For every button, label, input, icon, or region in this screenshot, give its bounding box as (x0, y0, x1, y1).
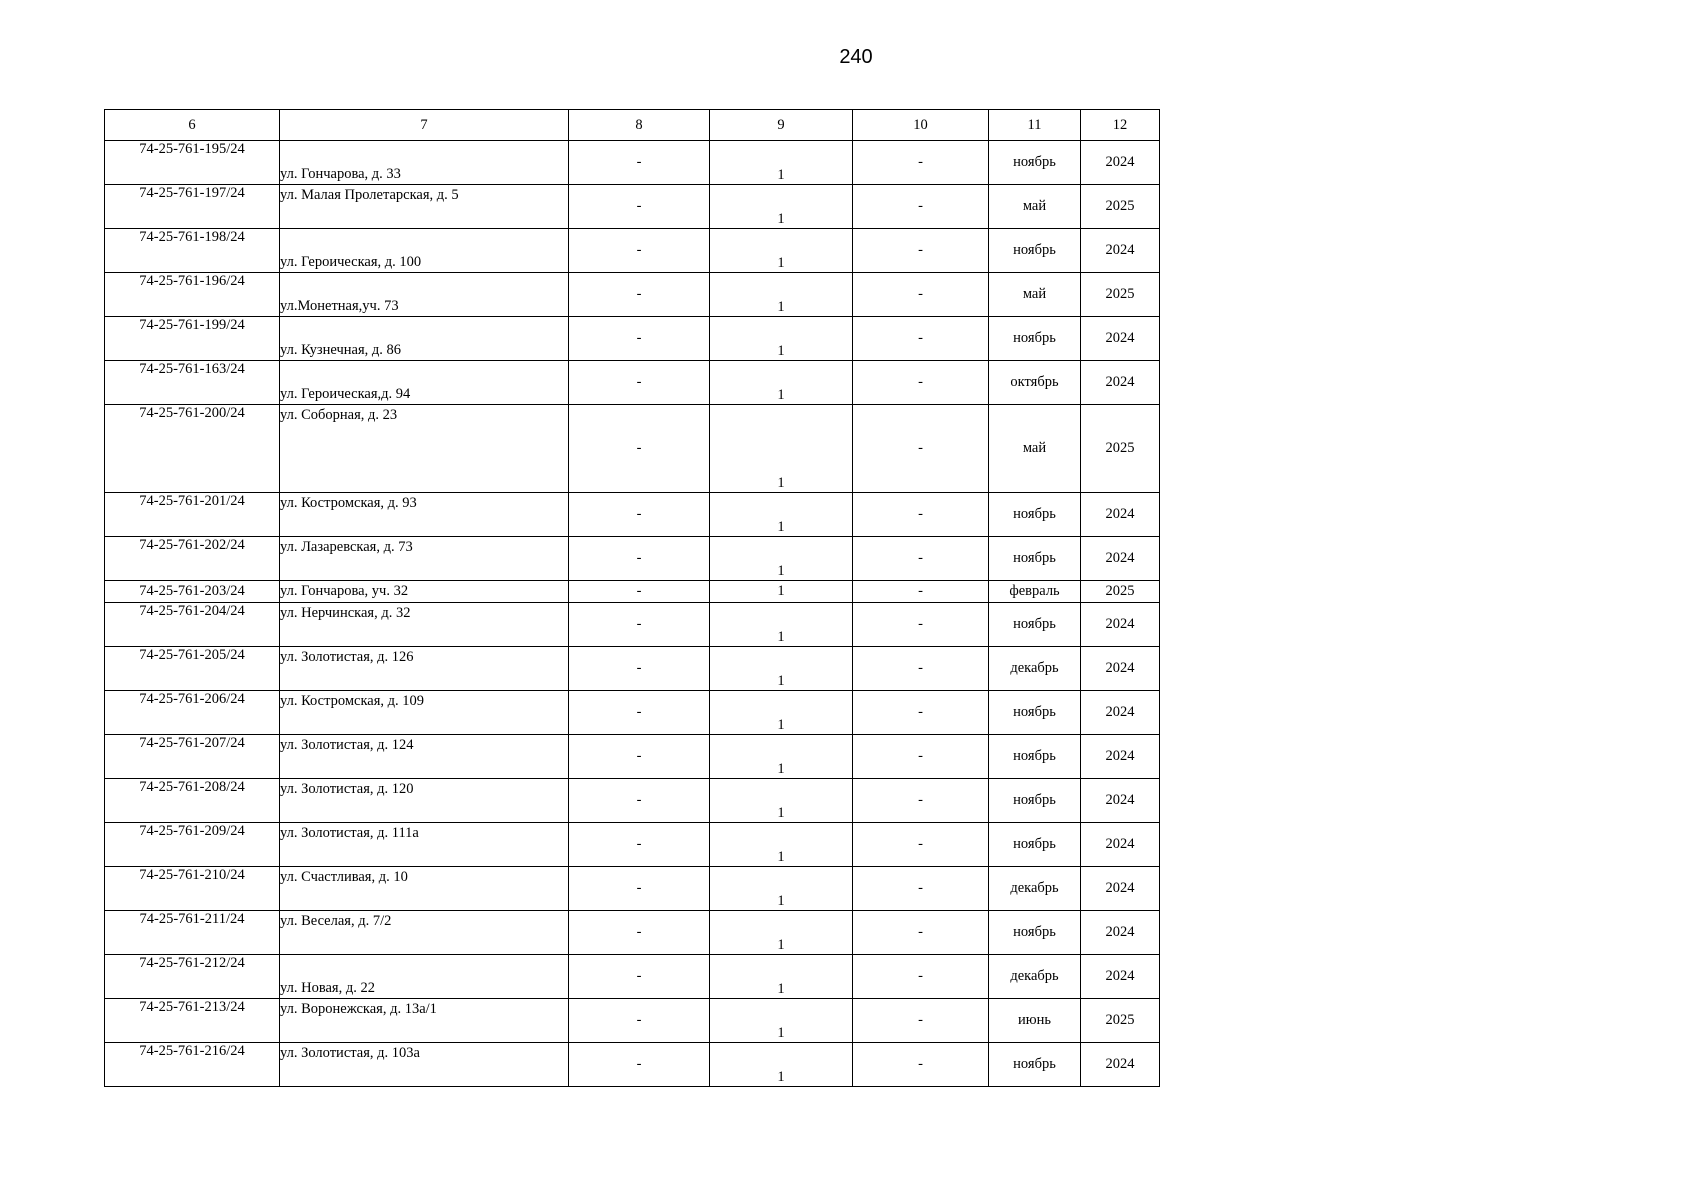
year-cell: 2024 (1081, 955, 1160, 999)
table-row (105, 647, 1160, 691)
table-row (105, 537, 1160, 581)
month-cell: ноябрь (989, 603, 1081, 647)
month-cell: ноябрь (989, 1043, 1081, 1087)
data-table (104, 109, 1160, 1087)
table-row (105, 273, 1160, 317)
column-9-cell: 1 (710, 361, 853, 405)
address-cell: ул. Героическая,д. 94 (280, 361, 569, 405)
cadastral-number-cell: 74-25-761-213/24 (105, 999, 280, 1043)
address-cell: ул. Новая, д. 22 (280, 955, 569, 999)
column-8-cell: - (569, 141, 710, 185)
year-cell: 2024 (1081, 317, 1160, 361)
month-cell: ноябрь (989, 537, 1081, 581)
column-8-cell: - (569, 581, 710, 603)
column-10-cell: - (853, 141, 989, 185)
column-9-cell: 1 (710, 603, 853, 647)
column-9-cell: 1 (710, 317, 853, 361)
year-cell: 2025 (1081, 581, 1160, 603)
address-cell: ул. Золотистая, д. 111а (280, 823, 569, 867)
cadastral-number-cell: 74-25-761-201/24 (105, 493, 280, 537)
year-cell: 2024 (1081, 867, 1160, 911)
year-cell: 2024 (1081, 229, 1160, 273)
month-cell: ноябрь (989, 317, 1081, 361)
month-cell: июнь (989, 999, 1081, 1043)
month-cell: ноябрь (989, 493, 1081, 537)
column-10-cell: - (853, 691, 989, 735)
address-cell: ул. Малая Пролетарская, д. 5 (280, 185, 569, 229)
table-row (105, 185, 1160, 229)
year-cell: 2024 (1081, 823, 1160, 867)
year-cell: 2024 (1081, 779, 1160, 823)
column-8-cell: - (569, 229, 710, 273)
page-number: 240 (839, 46, 873, 68)
column-10-cell: - (853, 603, 989, 647)
column-8-cell: - (569, 735, 710, 779)
column-10-cell: - (853, 647, 989, 691)
column-8-cell: - (569, 1043, 710, 1087)
cadastral-number-cell: 74-25-761-212/24 (105, 955, 280, 999)
column-9-cell: 1 (710, 955, 853, 999)
column-8-cell: - (569, 361, 710, 405)
year-cell: 2024 (1081, 1043, 1160, 1087)
column-8-cell: - (569, 955, 710, 999)
column-8-cell: - (569, 823, 710, 867)
address-cell: ул. Золотистая, д. 120 (280, 779, 569, 823)
column-8-cell: - (569, 603, 710, 647)
column-9-cell: 1 (710, 229, 853, 273)
cadastral-number-cell: 74-25-761-210/24 (105, 867, 280, 911)
cadastral-number-cell: 74-25-761-209/24 (105, 823, 280, 867)
column-10-cell: - (853, 955, 989, 999)
address-cell: ул. Гончарова, д. 33 (280, 141, 569, 185)
address-cell: ул. Золотистая, д. 103а (280, 1043, 569, 1087)
column-8-cell: - (569, 647, 710, 691)
year-cell: 2025 (1081, 999, 1160, 1043)
column-10-cell: - (853, 581, 989, 603)
cadastral-number-cell: 74-25-761-211/24 (105, 911, 280, 955)
year-cell: 2024 (1081, 603, 1160, 647)
year-cell: 2025 (1081, 405, 1160, 493)
table-row (105, 317, 1160, 361)
month-cell: ноябрь (989, 229, 1081, 273)
address-cell: ул. Костромская, д. 93 (280, 493, 569, 537)
cadastral-number-cell: 74-25-761-163/24 (105, 361, 280, 405)
table-row (105, 911, 1160, 955)
cadastral-number-cell: 74-25-761-204/24 (105, 603, 280, 647)
address-cell: ул. Нерчинская, д. 32 (280, 603, 569, 647)
column-header: 9 (710, 110, 853, 141)
month-cell: ноябрь (989, 779, 1081, 823)
address-cell: ул. Кузнечная, д. 86 (280, 317, 569, 361)
month-cell: ноябрь (989, 911, 1081, 955)
month-cell: май (989, 273, 1081, 317)
column-9-cell: 1 (710, 185, 853, 229)
month-cell: май (989, 405, 1081, 493)
address-cell: ул. Соборная, д. 23 (280, 405, 569, 493)
address-cell: ул. Веселая, д. 7/2 (280, 911, 569, 955)
cadastral-number-cell: 74-25-761-199/24 (105, 317, 280, 361)
column-10-cell: - (853, 229, 989, 273)
column-10-cell: - (853, 911, 989, 955)
column-10-cell: - (853, 867, 989, 911)
year-cell: 2025 (1081, 185, 1160, 229)
year-cell: 2024 (1081, 647, 1160, 691)
column-header: 11 (989, 110, 1081, 141)
cadastral-number-cell: 74-25-761-195/24 (105, 141, 280, 185)
month-cell: ноябрь (989, 823, 1081, 867)
column-8-cell: - (569, 405, 710, 493)
address-cell: ул. Золотистая, д. 124 (280, 735, 569, 779)
cadastral-number-cell: 74-25-761-203/24 (105, 581, 280, 603)
column-8-cell: - (569, 779, 710, 823)
table-row (105, 779, 1160, 823)
month-cell: декабрь (989, 867, 1081, 911)
table-row (105, 955, 1160, 999)
cadastral-number-cell: 74-25-761-208/24 (105, 779, 280, 823)
column-8-cell: - (569, 493, 710, 537)
column-8-cell: - (569, 317, 710, 361)
column-9-cell: 1 (710, 823, 853, 867)
table-body (105, 141, 1160, 1087)
column-10-cell: - (853, 317, 989, 361)
column-8-cell: - (569, 185, 710, 229)
column-9-cell: 1 (710, 999, 853, 1043)
table-header-row (105, 110, 1160, 141)
year-cell: 2024 (1081, 911, 1160, 955)
year-cell: 2025 (1081, 273, 1160, 317)
table-row (105, 867, 1160, 911)
month-cell: ноябрь (989, 735, 1081, 779)
address-cell: ул. Воронежская, д. 13а/1 (280, 999, 569, 1043)
table-row (105, 493, 1160, 537)
table-row (105, 735, 1160, 779)
table-row (105, 603, 1160, 647)
year-cell: 2024 (1081, 361, 1160, 405)
table-row (105, 691, 1160, 735)
cadastral-number-cell: 74-25-761-216/24 (105, 1043, 280, 1087)
address-cell: ул. Лазаревская, д. 73 (280, 537, 569, 581)
column-9-cell: 1 (710, 867, 853, 911)
column-8-cell: - (569, 867, 710, 911)
column-9-cell: 1 (710, 405, 853, 493)
column-9-cell: 1 (710, 581, 853, 603)
column-9-cell: 1 (710, 647, 853, 691)
column-10-cell: - (853, 493, 989, 537)
month-cell: декабрь (989, 955, 1081, 999)
column-9-cell: 1 (710, 273, 853, 317)
year-cell: 2024 (1081, 493, 1160, 537)
cadastral-number-cell: 74-25-761-196/24 (105, 273, 280, 317)
column-9-cell: 1 (710, 911, 853, 955)
cadastral-number-cell: 74-25-761-202/24 (105, 537, 280, 581)
cadastral-number-cell: 74-25-761-207/24 (105, 735, 280, 779)
address-cell: ул. Костромская, д. 109 (280, 691, 569, 735)
year-cell: 2024 (1081, 735, 1160, 779)
column-10-cell: - (853, 779, 989, 823)
table-row (105, 581, 1160, 603)
column-header: 12 (1081, 110, 1160, 141)
table-row (105, 405, 1160, 493)
column-header: 8 (569, 110, 710, 141)
month-cell: октябрь (989, 361, 1081, 405)
column-10-cell: - (853, 735, 989, 779)
table-row (105, 361, 1160, 405)
column-8-cell: - (569, 691, 710, 735)
month-cell: ноябрь (989, 691, 1081, 735)
column-10-cell: - (853, 999, 989, 1043)
column-10-cell: - (853, 361, 989, 405)
cadastral-number-cell: 74-25-761-197/24 (105, 185, 280, 229)
address-cell: ул. Героическая, д. 100 (280, 229, 569, 273)
address-cell: ул.Монетная,уч. 73 (280, 273, 569, 317)
column-9-cell: 1 (710, 779, 853, 823)
year-cell: 2024 (1081, 141, 1160, 185)
column-10-cell: - (853, 185, 989, 229)
column-9-cell: 1 (710, 1043, 853, 1087)
column-10-cell: - (853, 405, 989, 493)
column-8-cell: - (569, 537, 710, 581)
column-10-cell: - (853, 823, 989, 867)
column-8-cell: - (569, 999, 710, 1043)
month-cell: май (989, 185, 1081, 229)
cadastral-number-cell: 74-25-761-205/24 (105, 647, 280, 691)
table-row (105, 229, 1160, 273)
cadastral-number-cell: 74-25-761-200/24 (105, 405, 280, 493)
column-9-cell: 1 (710, 691, 853, 735)
month-cell: декабрь (989, 647, 1081, 691)
column-10-cell: - (853, 273, 989, 317)
year-cell: 2024 (1081, 537, 1160, 581)
month-cell: февраль (989, 581, 1081, 603)
column-8-cell: - (569, 911, 710, 955)
table-row (105, 823, 1160, 867)
address-cell: ул. Гончарова, уч. 32 (280, 581, 569, 603)
year-cell: 2024 (1081, 691, 1160, 735)
address-cell: ул. Золотистая, д. 126 (280, 647, 569, 691)
month-cell: ноябрь (989, 141, 1081, 185)
column-8-cell: - (569, 273, 710, 317)
column-9-cell: 1 (710, 493, 853, 537)
column-header: 6 (105, 110, 280, 141)
address-cell: ул. Счастливая, д. 10 (280, 867, 569, 911)
table-row (105, 1043, 1160, 1087)
column-header: 7 (280, 110, 569, 141)
column-header: 10 (853, 110, 989, 141)
table-row (105, 999, 1160, 1043)
column-9-cell: 1 (710, 141, 853, 185)
cadastral-number-cell: 74-25-761-198/24 (105, 229, 280, 273)
table-row (105, 141, 1160, 185)
cadastral-number-cell: 74-25-761-206/24 (105, 691, 280, 735)
column-9-cell: 1 (710, 537, 853, 581)
column-9-cell: 1 (710, 735, 853, 779)
column-10-cell: - (853, 1043, 989, 1087)
column-10-cell: - (853, 537, 989, 581)
